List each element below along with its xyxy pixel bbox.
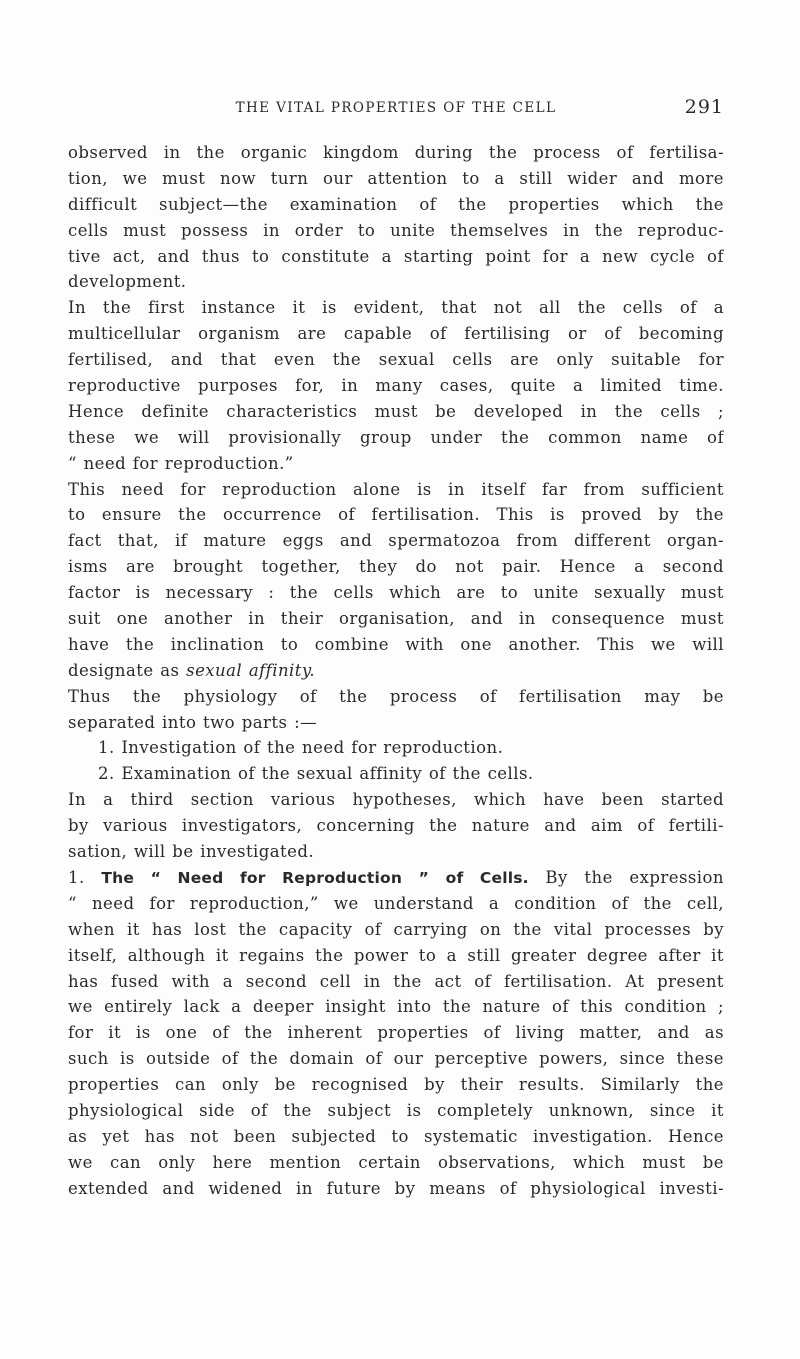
text-line: these we will provisionally group under the common name of	[68, 427, 724, 447]
text-line: tive act, and thus to constitute a starting point for a new cycle of	[68, 246, 724, 266]
text-line: extended and widened in future by means of physiological investi-	[68, 1178, 724, 1198]
text-line: Thus the physiology of the process of fertilisation may be	[68, 686, 724, 706]
text-line: In a third section various hypotheses, which have been started	[68, 790, 724, 810]
text-line: This need for reproduction alone is in itself far from sufficient	[68, 479, 724, 499]
text-line: suit one another in their organisation, and in consequence must	[68, 609, 724, 629]
text-line: “ need for reproduction,” we understand a condition of the cell,	[68, 893, 724, 913]
list-item: 2. Examination of the sexual affinity of the cells.	[98, 764, 534, 784]
text-line-end: By the expression	[545, 867, 724, 887]
text-line: reproductive purposes for, in many cases, quite a limited time.	[68, 376, 724, 396]
page-header	[68, 96, 724, 126]
text-line: we can only here mention certain observations, which must be	[68, 1152, 724, 1172]
text-line: Hence definite characteristics must be developed in the cells ;	[68, 401, 724, 421]
text-line: we entirely lack a deeper insight into the nature of this condition ;	[68, 997, 724, 1017]
section-line	[68, 865, 724, 891]
section-number: 1.	[68, 867, 85, 887]
text-line: cells must possess in order to unite themselves in the reproduc-	[68, 220, 724, 240]
text-line: separated into two parts :—	[68, 712, 318, 732]
text-line: factor is necessary : the cells which are to unite sexually must	[68, 583, 724, 603]
text-line: by various investigators, concerning the nature and aim of fertili-	[68, 816, 724, 836]
text-line: has fused with a second cell in the act of fertilisation. At present	[68, 971, 724, 991]
text-line: physiological side of the subject is completely unknown, since it	[68, 1100, 724, 1120]
text-line: to ensure the occurrence of fertilisation. This is proved by the	[68, 505, 724, 525]
page-number: 291	[684, 96, 724, 118]
text-line: development.	[68, 272, 187, 292]
italic-term: sexual affinity.	[186, 660, 316, 680]
section-heading: The “ Need for Reproduction ” of Cells.	[101, 868, 529, 887]
text-line: fertilised, and that even the sexual cells are only suitable for	[68, 350, 724, 370]
text-line: isms are brought together, they do not pair. Hence a second	[68, 557, 724, 577]
text-line: itself, although it regains the power to a still greater degree after it	[68, 945, 724, 965]
list-item: 1. Investigation of the need for reproduction.	[98, 738, 504, 758]
text-line: as yet has not been subjected to systematic investigation. Hence	[68, 1126, 724, 1146]
text-line: for it is one of the inherent properties of living matter, and as	[68, 1023, 724, 1043]
text-line: difficult subject—the examination of the properties which the	[68, 194, 724, 214]
text-line: such is outside of the domain of our perceptive powers, since these	[68, 1049, 724, 1069]
text-line: fact that, if mature eggs and spermatozoa from different organ-	[68, 531, 724, 551]
text-line: when it has lost the capacity of carrying on the vital processes by	[68, 919, 724, 939]
text-line: multicellular organism are capable of fertilising or of becoming	[68, 324, 724, 344]
text-line: In the first instance it is evident, that not all the cells of a	[68, 298, 724, 318]
text-line: “ need for reproduction.”	[68, 453, 294, 473]
running-head: THE VITAL PROPERTIES OF THE CELL	[235, 100, 557, 116]
text-line: sation, will be investigated.	[68, 842, 315, 862]
body-text	[68, 140, 724, 1202]
text-line	[68, 658, 724, 684]
text-line: properties can only be recognised by their results. Similarly the	[68, 1075, 724, 1095]
text-line: observed in the organic kingdom during the process of fertilisa-	[68, 143, 724, 162]
text-line: have the inclination to combine with one another. This we will	[68, 634, 724, 654]
text-line-start: designate as	[68, 660, 180, 680]
text-line: tion, we must now turn our attention to a still wider and more	[68, 168, 724, 188]
